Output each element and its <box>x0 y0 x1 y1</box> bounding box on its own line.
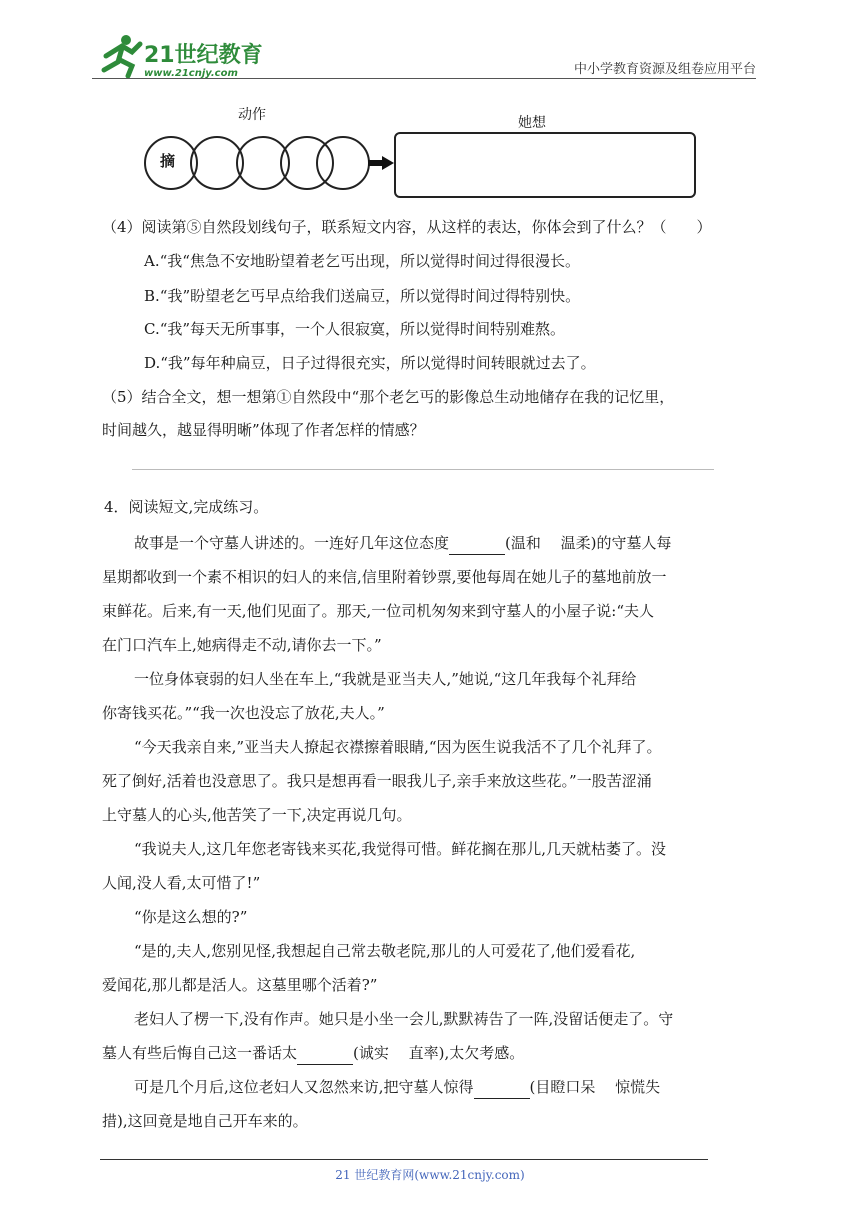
p1-line3: 束鲜花。后来,有一天,他们见面了。那天,一位司机匆匆来到守墓人的小屋子说:“夫人 <box>102 602 655 620</box>
q5-answer-line[interactable] <box>132 469 714 470</box>
q4-stem: （4）阅读第⑤自然段划线句子，联系短文内容，从这样的表达，你体会到了什么？（ ） <box>102 218 712 236</box>
action-circle-text: 摘 <box>160 152 176 170</box>
p3-line3: 上守墓人的心头,他苦笑了一下,决定再说几句。 <box>102 806 412 824</box>
p5-line1: “你是这么想的?” <box>134 908 248 926</box>
action-thought-diagram <box>140 104 700 204</box>
arrow-right-icon <box>368 156 394 170</box>
p2-line1: 一位身体衰弱的妇人坐在车上,“我就是亚当夫人,”她说,“这几年我每个礼拜给 <box>134 670 637 688</box>
p7-line1: 老妇人了楞一下,没有作声。她只是小坐一会儿,默默祷告了一阵,没留话便走了。守 <box>134 1010 674 1028</box>
header-platform-text: 中小学教育资源及组卷应用平台 <box>573 62 756 77</box>
q4-option-a[interactable]: A.“我“焦急不安地盼望着老乞丐出现，所以觉得时间过得很漫长。 <box>144 252 580 270</box>
footer-text[interactable]: 21 世纪教育网(www.21cnjy.com) <box>335 1168 525 1182</box>
blank-3[interactable] <box>474 1076 530 1099</box>
p8-line2: 措),这回竟是地自己开车来的。 <box>102 1112 308 1130</box>
runner-logo-icon <box>92 30 272 82</box>
logo-url-text: www.21cnjy.com <box>144 68 238 79</box>
footer-divider <box>100 1159 708 1160</box>
logo <box>92 30 272 82</box>
p6-line1: “是的,夫人,您别见怪,我想起自己常去敬老院,那儿的人可爱花了,他们爱看花, <box>134 942 636 960</box>
q4-option-b[interactable]: B.“我”盼望老乞丐早点给我们送扁豆，所以觉得时间过得特别快。 <box>144 287 581 305</box>
p1-line4: 在门口汽车上,她病得走不动,请你去一下。” <box>102 636 382 654</box>
q4-option-d[interactable]: D.“我”每年种扁豆，日子过得很充实，所以觉得时间转眼就过去了。 <box>144 354 596 372</box>
p3-line1: “今天我亲自来,”亚当夫人撩起衣襟擦着眼睛,“因为医生说我活不了几个礼拜了。 <box>134 738 662 756</box>
action-circle-5 <box>316 136 370 190</box>
p4-line1: “我说夫人,这几年您老寄钱来买花,我觉得可惜。鲜花搁在那儿,几天就枯萎了。没 <box>134 840 666 858</box>
header-divider <box>92 78 756 79</box>
thought-answer-box[interactable] <box>394 132 696 198</box>
section4-title: 4．阅读短文,完成练习。 <box>104 498 269 516</box>
q4-option-c[interactable]: C.“我”每天无所事事，一个人很寂寞，所以觉得时间特别难熬。 <box>144 320 566 338</box>
logo-main-text: 21世纪教育 <box>144 43 263 68</box>
blank-1[interactable] <box>449 532 505 555</box>
q5-stem-line2: 时间越久，越显得明晰”体现了作者怎样的情感？ <box>102 421 425 439</box>
p3-line2: 死了倒好,活着也没意思了。我只是想再看一眼我儿子,亲手来放这些花。”一股苦涩涌 <box>102 772 652 790</box>
p1-line1: 故事是一个守墓人讲述的。一连好几年这位态度 (温和 温柔)的守墓人每 <box>134 532 672 555</box>
diagram-label-action: 动作 <box>238 107 266 123</box>
p2-line2: 你寄钱买花。”“我一次也没忘了放花,夫人。” <box>102 704 385 722</box>
diagram-label-thought: 她想 <box>518 115 546 131</box>
p7-line2: 墓人有些后悔自己这一番话太 (诚实 直率),太欠考感。 <box>102 1042 524 1065</box>
blank-2[interactable] <box>297 1042 353 1065</box>
p6-line2: 爱闻花,那儿都是活人。这墓里哪个活着?” <box>102 976 378 994</box>
p1-line2: 星期都收到一个素不相识的妇人的来信,信里附着钞票,要他每周在她儿子的墓地前放一 <box>102 568 667 586</box>
p4-line2: 人闻,没人看,太可惜了!” <box>102 874 261 892</box>
q5-stem-line1: （5）结合全文，想一想第①自然段中“那个老乞丐的影像总生动地储存在我的记忆里， <box>102 388 675 406</box>
p8-line1: 可是几个月后,这位老妇人又忽然来访,把守墓人惊得 (目瞪口呆 惊慌失 <box>134 1076 660 1099</box>
